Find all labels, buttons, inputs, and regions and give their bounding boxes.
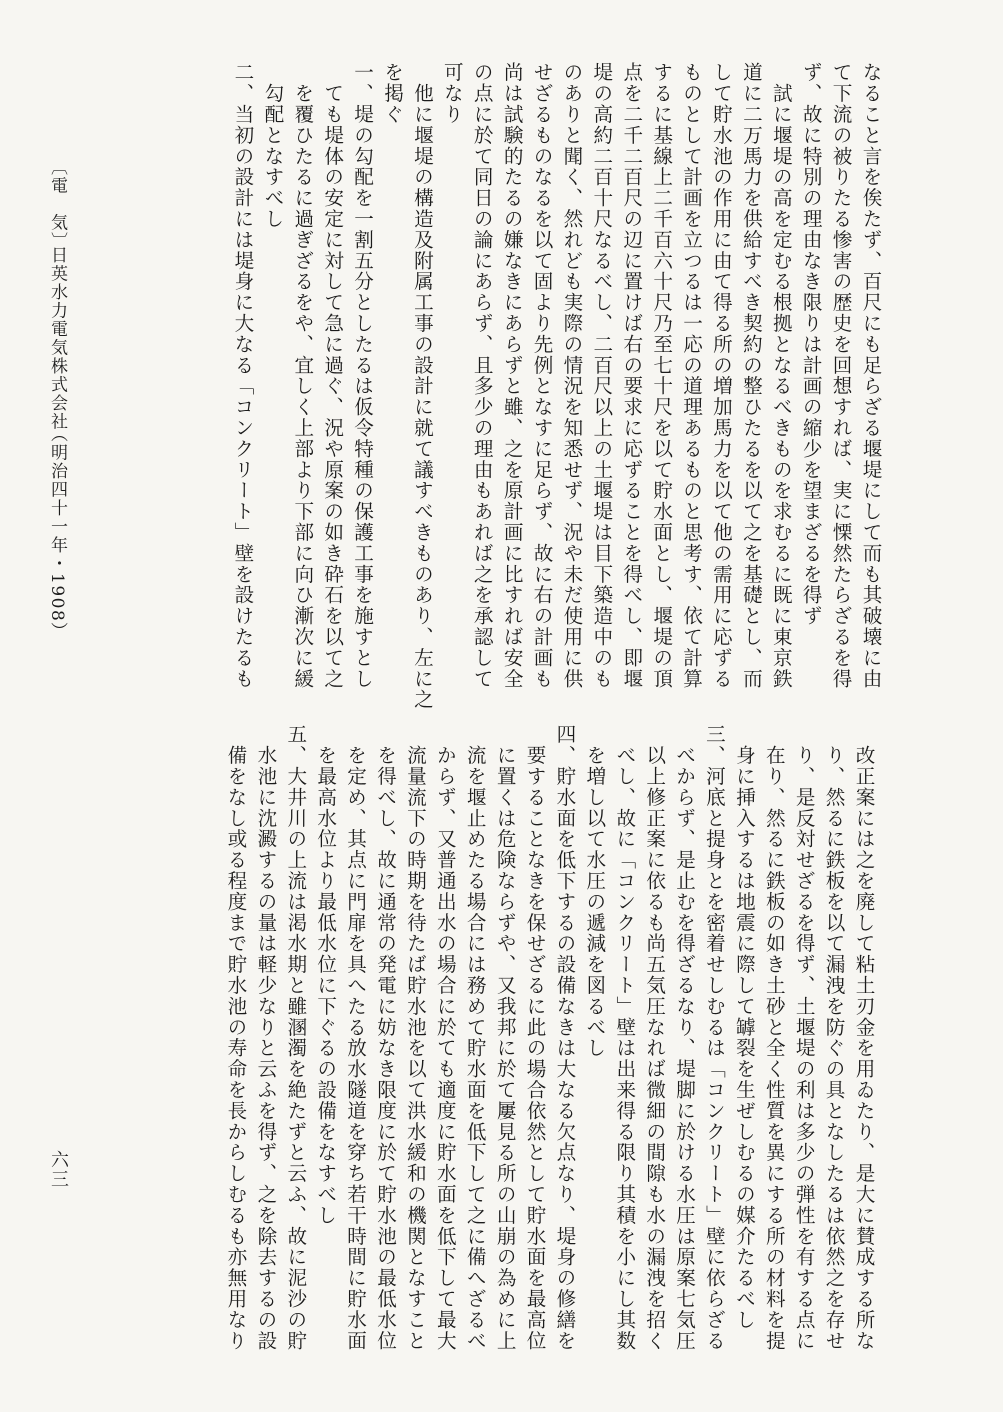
- text-line: に置くは危険ならずや、又我邦に於て屢見る所の山崩の為めに上: [493, 724, 517, 1351]
- text-line: を覆ひたるに過ぎざるをや、宜しく上部より下部に向ひ漸次に緩: [290, 62, 314, 689]
- text-line: を最高水位より最低水位に下ぐるの設備をなすべし: [313, 724, 337, 1226]
- text-line: て下流の被りたる惨害の歴史を回想すれば、実に慄然たらざるを得: [829, 62, 853, 689]
- text-block-top: [1, 62, 885, 710]
- text-line: を増し以て水圧の遞減を図るべし: [582, 724, 606, 1059]
- text-line: 五、大井川の上流は渇水期と雖溷濁を絶たずと云ふ、故に泥沙の貯: [283, 724, 307, 1351]
- text-line: するに基線上二千百六十尺乃至七十尺を以て貯水面とし、堰堤の頂: [649, 62, 673, 689]
- text-line: 改正案には之を廃して粘土刃金を用ゐたり、是大に賛成する所な: [852, 724, 875, 1351]
- text-line: 在り、然るに鉄板の如き土砂と全く性質を異にする所の材料を提: [762, 724, 786, 1351]
- text-line: 要することなきを保せざるに此の場合依然として貯水面を最高位: [523, 724, 547, 1351]
- text-line: 流量流下の時期を待たば貯水池を以て洪水緩和の機関となすこと: [403, 724, 427, 1351]
- text-line: からず、又普通出水の場合に於ても適度に貯水面を低下して最大: [433, 724, 457, 1351]
- text-line: り、是反対せざるを得ず、土堰堤の利は多少の弾性を有する点に: [792, 724, 816, 1351]
- text-line: 試に堰堤の高を定むる根拠となるべきものを求むるに既に東京鉄: [769, 62, 793, 689]
- text-line: 道に二万馬力を供給すべき契約の整ひたるを以て之を基礎とし、而: [739, 62, 763, 689]
- text-line: 尚は試験的たるの嫌なきにあらずと雖、之を原計画に比すれば安全: [500, 62, 524, 689]
- text-line: 身に挿入するは地震に際して罅裂を生ぜしむるの媒介たるべし: [732, 724, 756, 1331]
- text-line: べし、故に「コンクリート」壁は出来得る限り其積を小にし其数: [612, 724, 636, 1351]
- text-line: 他に堰堤の構造及附属工事の設計に就て議すべきものあり、左に之: [410, 62, 434, 710]
- text-line: を定め、其点に門扉を具へたる放水隧道を穿ち若干時間に貯水面: [343, 724, 367, 1351]
- text-line: なること言を俟たず、百尺にも足らざる堰堤にして而も其破壊に由: [859, 62, 882, 689]
- text-line: 可なり: [440, 62, 464, 125]
- text-line: 以上修正案に依るも尚五気圧なれば微細の間隙も水の漏洩を招く: [642, 724, 666, 1351]
- text-line: ものとして計画を立つるは一応の道理あるものと思考す、依て計算: [679, 62, 703, 689]
- text-line: 三、河底と提身とを密着せしむるは「コンクリート」壁に依らざる: [702, 724, 726, 1351]
- text-block-bottom: [158, 724, 878, 1351]
- text-line: 備をなし或る程度まで貯水池の寿命を長からしむるも亦無用なり: [223, 724, 247, 1351]
- text-line: 勾配となすべし: [260, 62, 284, 230]
- company-name: 日英水力電気株式会社: [47, 246, 67, 431]
- text-line: 堤の高約二百十尺なるべし、二百尺以上の土堰堤は目下築造中のも: [589, 62, 613, 689]
- text-line: ても堤体の安定に対して急に過ぐ、況や原案の如き砕石を以て之: [320, 62, 344, 689]
- text-line: 流を堰止めたる場合には務めて貯水面を低下して之に備へざるべ: [463, 724, 487, 1351]
- journal-label: 〔電 気〕: [47, 158, 67, 251]
- text-line: を得べし、故に通常の発電に妨なき限度に於て貯水池の最低水位: [373, 724, 397, 1351]
- text-line: して貯水池の作用に由て得る所の増加馬力を以て他の需用に応ずる: [709, 62, 733, 689]
- text-line: 水池に沈澱するの量は軽少なりと云ふを得ず、之を除去するの設: [253, 724, 277, 1351]
- publication-date: （明治四十一年・1908）: [47, 425, 67, 641]
- text-line: を掲ぐ: [380, 62, 404, 125]
- text-line: せざるものなるを以て固より先例となすに足らず、故に右の計画も: [530, 62, 554, 689]
- text-line: べからず、是止むを得ざるなり、堤脚に於ける水圧は原案七気圧: [672, 724, 696, 1351]
- text-line: 四、貯水面を低下するの設備なきは大なる欠点なり、堤身の修繕を: [552, 724, 576, 1351]
- text-line: ず、故に特別の理由なき限りは計画の縮少を望まざるを得ず: [799, 62, 823, 627]
- text-line: り、然るに鉄板を以て漏洩を防ぐの具となしたるは依然之を存せ: [822, 724, 846, 1351]
- text-line: の点に於て同日の論にあらず、且多少の理由もあれば之を承認して: [470, 62, 494, 689]
- text-line: 一、堤の勾配を一割五分としたるは仮令特種の保護工事を施すとし: [350, 62, 374, 689]
- text-line: 点を二千二百尺の辺に置けば右の要求に応ずることを得べし、即堰: [619, 62, 643, 689]
- text-line: 二、当初の設計には堤身に大なる「コンクリート」壁を設けたるも: [230, 62, 254, 689]
- page-number: 六三: [48, 1150, 69, 1189]
- text-line: のありと聞く、然れども実際の情況を知悉せず、況や未だ使用に供: [559, 62, 583, 689]
